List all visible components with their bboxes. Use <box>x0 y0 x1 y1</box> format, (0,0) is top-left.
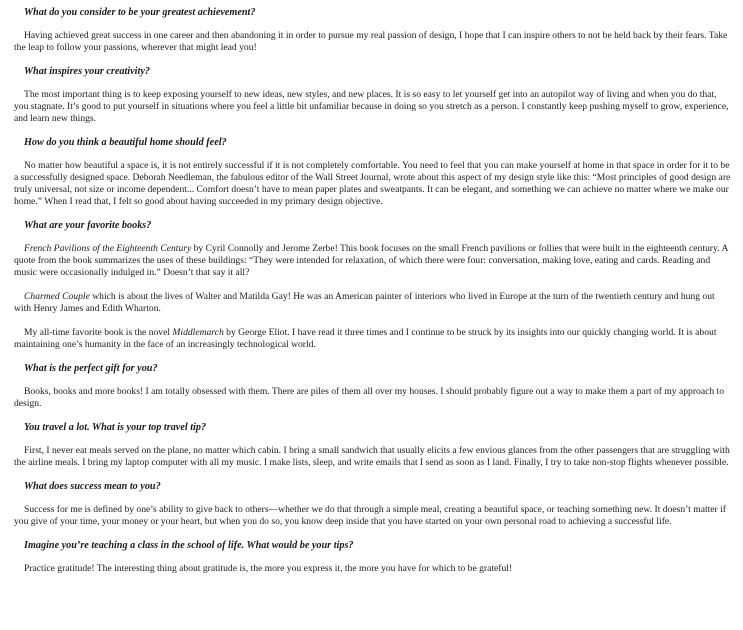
question-heading: You travel a lot. What is your top travel tip? <box>24 422 207 433</box>
book-title: Charmed Couple <box>24 291 90 302</box>
book-description: by George Eliot. I have read it three times and I continue to be struck by its insights into our quickly changing world. It is about maintaining one’s humanity in the face of an increasingly technological world. <box>14 327 717 350</box>
book-title: French Pavilions of the Eighteenth Century <box>24 243 192 254</box>
answer-paragraph: Practice gratitude! The interesting thing about gratitude is, the more you express it, the more you have for which to be grateful! <box>24 563 513 574</box>
question-heading: What do you consider to be your greatest achievement? <box>24 7 256 18</box>
answer-paragraph: The most important thing is to keep exposing yourself to new ideas, new styles, and new places. It is so easy to let yourself get into an autopilot way of living and when you do that, you stagnate. It’s good to put yourself in situations where you feel a little bit unfamiliar because in doing so you stretch as a person. I constantly keep pushing myself to grow, experience, and learn new things. <box>14 89 729 124</box>
answer-paragraph: First, I never eat meals served on the plane, no matter which cabin. I bring a small sandwich that usually elicits a few envious glances from the other passengers that are struggling with the airline meals. I bring my laptop computer with all my music. I make lists, sleep, and write emails that I send as soon as I land. Finally, I try to take non-stop flights whenever possible. <box>14 445 730 468</box>
answer-paragraph <box>0 291 743 315</box>
question-heading: How do you think a beautiful home should feel? <box>24 137 227 148</box>
answer-paragraph: No matter how beautiful a space is, it is not entirely successful if it is not completely comfortable. You need to feel that you can make yourself at home in that space in order for it to be a successfully designed space. Deborah Needleman, the fabulous editor of the Wall Street Journal, wrote about this aspect of my design style like this: “Most principles of good design are truly universal, not size or income dependent... Comfort doesn’t have to mean paper plates and sweatpants. It can be elegant, and something we can achieve no matter where we make our home.” When I read that, I felt so good about having succeeded in my primary design objective. <box>14 160 731 207</box>
question-heading: What inspires your creativity? <box>24 66 150 77</box>
book-intro: My all-time favorite book is the novel <box>24 327 173 338</box>
answer-paragraph <box>0 243 743 279</box>
question-heading: What does success mean to you? <box>24 481 161 492</box>
book-title: Middlemarch <box>172 327 224 338</box>
answer-paragraph: Having achieved great success in one career and then abandoning it in order to pursue my real passion of design, I hope that I can inspire others to not be held back by their fears. Take the leap to follow your passions, wherever that might lead you! <box>14 30 728 53</box>
question-heading: Imagine you’re teaching a class in the school of life. What would be your tips? <box>24 540 354 551</box>
question-heading: What is the perfect gift for you? <box>24 363 158 374</box>
question-heading: What are your favorite books? <box>24 220 152 231</box>
book-description: by Cyril Connolly and Jerome Zerbe! This book focuses on the small French pavilions or follies that were built in the eighteenth century. A quote from the book summarizes the uses of these buildings: “They were intended for relaxation, of which there were four: conversation, making love, eating and cards. Reading and music were occasionally indulged in.” Doesn’t that say it all? <box>14 243 728 278</box>
answer-paragraph <box>0 327 743 351</box>
answer-paragraph: Success for me is defined by one’s ability to give back to others—whether we do that through a simple meal, creating a beautiful space, or teaching something new. It doesn’t matter if you give of your time, your money or your heart, but when you do so, you know deep inside that you have started on your own personal road to achieving a successful life. <box>14 504 727 527</box>
book-description: which is about the lives of Walter and Matilda Gay! He was an American painter of interiors who lived in Europe at the turn of the twentieth century and hung out with Henry James and Edith Wharton. <box>14 291 715 314</box>
answer-paragraph: Books, books and more books! I am totally obsessed with them. There are piles of them all over my houses. I should probably figure out a way to make them a part of my approach to design. <box>14 386 725 409</box>
